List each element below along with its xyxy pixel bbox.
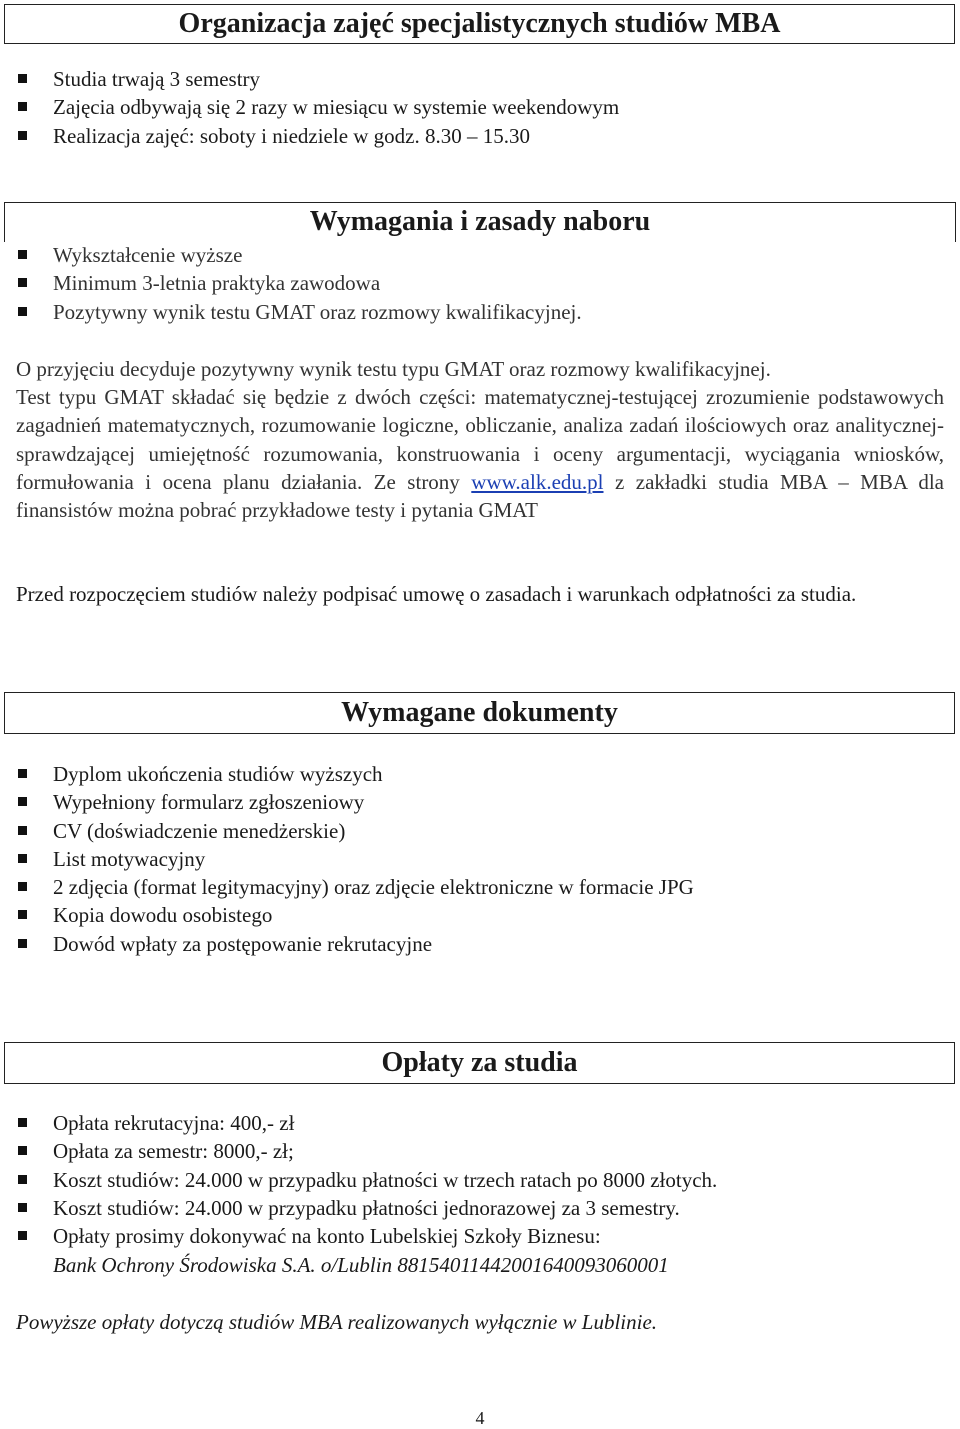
- list-item: Wypełniony formularz zgłoszeniowy: [0, 788, 694, 816]
- fees-note: Powyższe opłaty dotyczą studiów MBA realizowanych wyłącznie w Lublinie.: [16, 1310, 658, 1334]
- gmat-paragraph: [16, 383, 944, 524]
- alk-link[interactable]: www.alk.edu.pl: [471, 469, 604, 494]
- list-item: Opłaty prosimy dokonywać na konto Lubelskiej Szkoły Biznesu:: [0, 1222, 717, 1250]
- list-item: Pozytywny wynik testu GMAT oraz rozmowy kwalifikacyjnej.: [0, 298, 582, 326]
- bullet-square-icon: [18, 1203, 27, 1212]
- contract-paragraph: Przed rozpoczęciem studiów należy podpisać umowę o zasadach i warunkach odpłatności za studia.: [16, 582, 857, 606]
- bullet-square-icon: [18, 278, 27, 287]
- list-item: CV (doświadczenie menedżerskie): [0, 817, 694, 845]
- bullet-square-icon: [18, 1231, 27, 1240]
- bullet-square-icon: [18, 826, 27, 835]
- bank-account: Bank Ochrony Środowiska S.A. o/Lublin 88154011442001640093060001: [53, 1253, 669, 1277]
- bullet-square-icon: [18, 250, 27, 259]
- bullet-square-icon: [18, 797, 27, 806]
- section-heading-documents: Wymagane dokumenty: [4, 692, 955, 734]
- list-item: Minimum 3-letnia praktyka zawodowa: [0, 269, 582, 297]
- gmat-text: Test typu GMAT składać się będzie z dwóch części: matematycznej-testującej zrozumienie podstawowych zagadnień matematycznych, rozumowanie logiczne, obliczanie, analiza zadań ilościowych oraz analitycznej-sprawdzającej umiejętność rozumowania, konstruowania i oceny argumentacji, wyciągania wniosków, formułowania i ocena planu działania. Ze strony: [16, 385, 944, 494]
- page-number: 4: [475, 1408, 485, 1428]
- section-heading-organization: Organizacja zajęć specjalistycznych studiów MBA: [4, 4, 955, 44]
- bullet-square-icon: [18, 939, 27, 948]
- list-item: 2 zdjęcia (format legitymacyjny) oraz zdjęcie elektroniczne w formacie JPG: [0, 873, 694, 901]
- bullet-square-icon: [18, 1118, 27, 1127]
- list-item: Dyplom ukończenia studiów wyższych: [0, 760, 694, 788]
- bullet-square-icon: [18, 102, 27, 111]
- list-item: List motywacyjny: [0, 845, 694, 873]
- list-item: Studia trwają 3 semestry: [0, 65, 619, 93]
- list-item: Wykształcenie wyższe: [0, 241, 582, 269]
- bullet-square-icon: [18, 131, 27, 140]
- bullet-square-icon: [18, 307, 27, 316]
- list-item: Opłata rekrutacyjna: 400,- zł: [0, 1109, 717, 1137]
- bullet-square-icon: [18, 882, 27, 891]
- list-item: Zajęcia odbywają się 2 razy w miesiącu w systemie weekendowym: [0, 93, 619, 121]
- section-heading-requirements: Wymagania i zasady naboru: [309, 206, 651, 237]
- documents-list: [0, 760, 694, 958]
- bullet-square-icon: [18, 74, 27, 83]
- bullet-square-icon: [18, 1146, 27, 1155]
- section-heading-fees: Opłaty za studia: [4, 1042, 955, 1084]
- requirements-list: [0, 241, 582, 326]
- bullet-square-icon: [18, 854, 27, 863]
- list-item: Opłata za semestr: 8000,- zł;: [0, 1137, 717, 1165]
- list-item: Realizacja zajęć: soboty i niedziele w godz. 8.30 – 15.30: [0, 122, 619, 150]
- gmat-text-after: z zakładki studia MBA – MBA dla finansistów można pobrać przykładowe testy i pytania GMAT: [16, 469, 944, 523]
- organization-list: [0, 65, 619, 150]
- admission-paragraph: O przyjęciu decyduje pozytywny wynik testu typu GMAT oraz rozmowy kwalifikacyjnej.: [16, 357, 771, 381]
- bullet-square-icon: [18, 769, 27, 778]
- list-item: Koszt studiów: 24.000 w przypadku płatności jednorazowej za 3 semestry.: [0, 1194, 717, 1222]
- fees-list: [0, 1109, 717, 1250]
- bullet-square-icon: [18, 910, 27, 919]
- list-item: Koszt studiów: 24.000 w przypadku płatności w trzech ratach po 8000 złotych.: [0, 1166, 717, 1194]
- list-item: Kopia dowodu osobistego: [0, 901, 694, 929]
- bullet-square-icon: [18, 1175, 27, 1184]
- section-rule: [4, 202, 955, 203]
- list-item: Dowód wpłaty za postępowanie rekrutacyjne: [0, 930, 694, 958]
